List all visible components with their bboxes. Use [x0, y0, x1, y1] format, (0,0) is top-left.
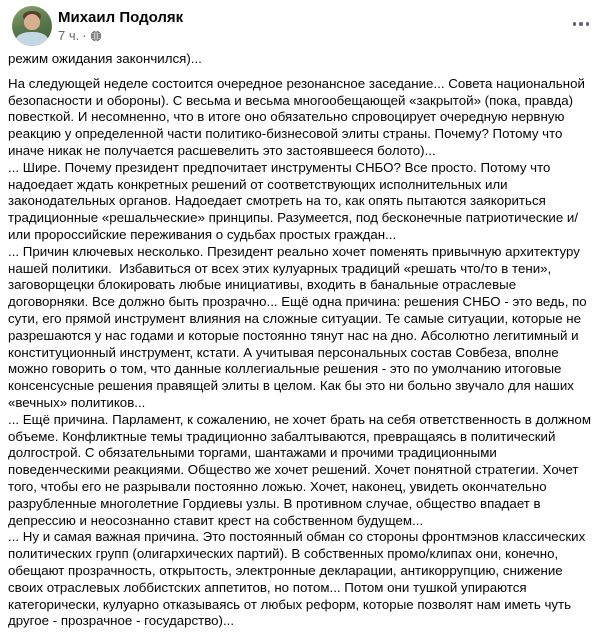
- post-paragraph: ... Ну и самая важная причина. Это постоянный обман со стороны фронтмэнов классических политических групп (олигархических партий). В собственных промо/клипах они, конечно, обещают прозрачность, открытость, электронные декларации, антикоррупцию, снижение своих отраслевых лоббистских аппетитов, но потом... Потом они тушкой упираются категорически, кулуарно отказываясь от любых реформ, которые позволят нам иметь чуть другое - прозрачное - государство)...: [8, 529, 589, 629]
- avatar-shirt-art: [16, 32, 48, 46]
- post-meta: [58, 28, 569, 43]
- meta-separator: ·: [82, 28, 87, 43]
- timestamp[interactable]: 7 ч.: [58, 28, 80, 43]
- post-header: [0, 0, 605, 48]
- post-paragraph: ... Шире. Почему президент предпочитает инструменты СНБО? Все просто. Потому что надоедает ждать конкретных решений от соответствующих исполнительных или законодательных органов. Надоедает смотреть на то, как опять пытаются заякориться традиционные «решальческие» принципы. Разумеется, под бесконечные патриотические и/или пророссийские переживания о судьбах простых граждан...: [8, 159, 579, 242]
- globe-public-icon: [90, 30, 102, 42]
- post-paragraph: режим ожидания закончился)...: [8, 51, 202, 66]
- more-options-button[interactable]: [569, 16, 594, 32]
- more-dot: [579, 22, 583, 26]
- author-name[interactable]: Михаил Подоляк: [58, 9, 184, 26]
- post-paragraph: ... Причин ключевых несколько. Президент реально хочет поменять привычную архитектуру нашей политики. Избавиться от всех этих кулуарных традиций «решать что/то в тени», заговорщецки блокировать любые инициативы, входить в банальные отраслевые договорняки. Все должно быть прозрачно... Ещё одна причина: решения СНБО - это ведь, по сути, его прямой инструмент влияния на сложные ситуации. Те самые ситуации, которые не разрешаются у нас годами и которые постоянно тянут нас на дно. Абсолютно легитимный и конституционный инструмент, кстати. А учитывая персональных состав Совбеза, вполне можно говорить о том, что данные коллегиальные решения - это по умолчанию итоговые консенсусные решения правящей элиты в целом. Как бы это ни больно звучало для наших «вечных» политиков...: [8, 243, 591, 410]
- post-header-info: [58, 6, 569, 43]
- more-dot: [573, 22, 577, 26]
- post-paragraph: На следующей неделе состоится очередное резонансное заседание... Совета национальной безопасности и обороны). С весьма и весьма многообещающей «закрытой» (пока, правда) повесткой. И несомненно, что в итоге оно обязательно спровоцирует очередную нервную реакцию у определенной части политико-бизнесовой элиты страны. Почему? Потому что иначе никак не получается расшевелить это застоявшееся болото)...: [8, 75, 589, 158]
- post-body: [0, 48, 605, 630]
- more-dot: [586, 22, 590, 26]
- profile-avatar[interactable]: [12, 6, 52, 46]
- post-paragraph: ... Ещё причина. Парламент, к сожалению, не хочет брать на себя ответственность в должном объеме. Конфликтные темы традиционно забалтываются, превращаясь в политический долгострой. С обязательными торгами, шантажами и прочими традиционными поведенческими реакциями. Общество же хочет решений. Хочет понятной стратегии. Хочет того, чтобы его не разрывали постоянно ложью. Хочет, наконец, увидеть окончательно разрубленные многолетние Гордиевы узлы. В противном случае, общество впадает в депрессию и неосознанно ставит крест на собственном будущем...: [8, 411, 595, 528]
- avatar-face-art: [24, 14, 40, 30]
